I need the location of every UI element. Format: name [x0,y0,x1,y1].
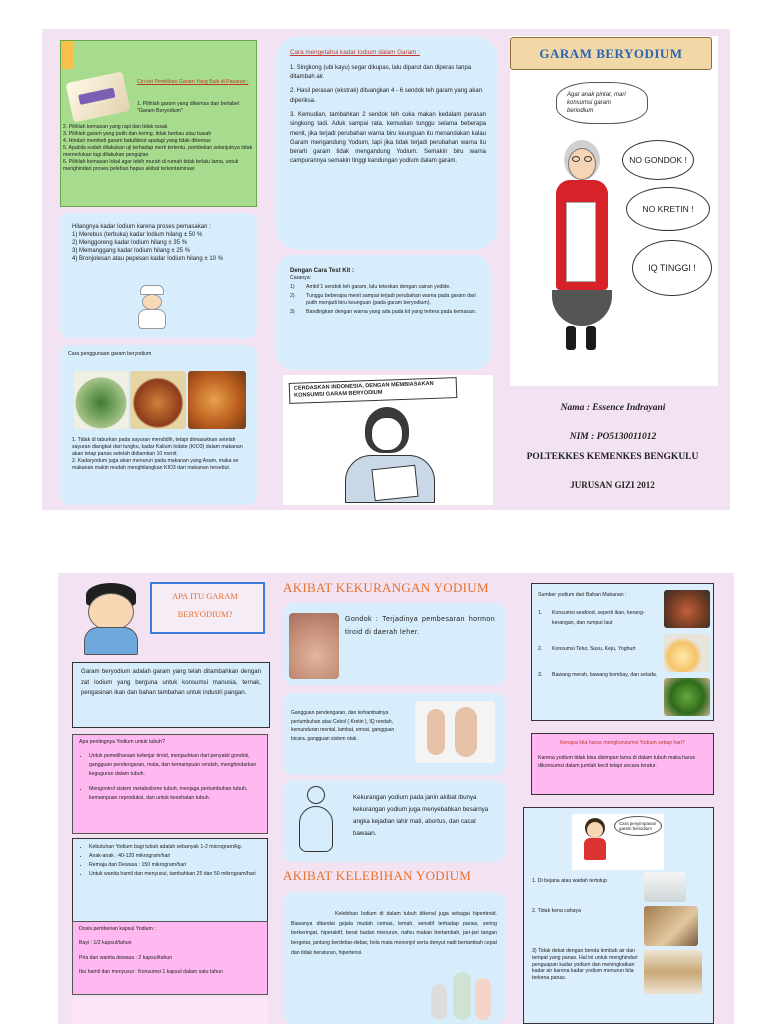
disorders-box [283,693,505,775]
test-step-3-text: Bandingkan dengan warna yang ada pada kit yang tertera pada kemasan. [306,309,477,316]
iodine-loss-item-4: 4) Bronjolesan atau pepesan kadar Iodium hilang ± 10 % [72,256,224,263]
iodine-loss-item-3: 3) Memanggang kadar Iodium hilang ± 25 % [72,248,191,255]
definition-box: Garam beryodium adalah garam yang telah ditambahkan dengan zat Iodium yang berguna untuk konsumsi manusia, ternak, pengasinan ikan dan bahan tambahan untuk industri pangan. [72,662,270,728]
detection-step-3: 3. Kemudian, tambahkan 2 sendok teh cuka makan kedalam perasan singkong tadi. Aduk sampai rata, kemudian tunggu selama beberapa menit, jika terjadi perubahan warna biru keunguan itu menandakan kalau Garam mengandung Yodium, tapi jika tidak terjadi perubahan warna itu berarti garam tidak mengandung Yodium. Semakin biru warna campurannya semakin tinggi kandungan yodium dalam garam. [290,111,486,165]
needs-item-4: • Untuk wanita hamil dan menyusui, tambahkan 25 dan 50 mikrogram/hari [89,870,261,878]
selection-tip-2: 2. Pilihlah kemasan yang rapi dan tidak rusak [63,124,168,130]
dose-item-2: Pria dan wanita dewasa : 2 kapsul/tahun [79,954,173,961]
importance-title: Apa pentingnya Yodium untuk tubuh? [79,739,165,745]
iodine-loss-item-1: 1) Merebus (terbuka) kadar Iodium hilang ± 50 % [72,232,203,239]
slogan-area [283,375,493,505]
dose-title: Dosis pemberian kapsul Yodium : [79,926,156,932]
selection-tip-5: 5. Apabila sudah dilakukan uji terhadap merk tertentu, pembelian selanjutnya tidak memerlukan lagi dilakukan pengujian [63,145,253,159]
excess-box [283,892,505,1024]
needs-item-1: • Kebutuhan Yodium bagi tubuh adalah sebanyak 1-2 microgram/kg. [89,843,261,851]
food-photo-fried [188,371,246,429]
salt-usage-item-1: 1. Tidak di taburkan pada sayuran mendidih, tetapi dimasukkan setelah sayuran diangkat dari tungku, kadar Kalium Iodate (KIO3) dalam makanan akan tetap panas setelah didiamkan 10 menit. [72,437,243,458]
onion-photo [664,678,710,716]
dose-box [72,921,268,995]
importance-item-1: • Untuk pemeliharaan kelenjar tiroid, menjauhkan dari penyakit gondok, gangguan pendengaran, mata, dan kemampuan rendah, menghindarkan keguguran dalam tubuh. [89,752,261,779]
food-photo-curry [130,371,186,429]
dose-item-1: Bayi : 1/2 kapsul/tahun [79,940,132,947]
title-banner [510,37,712,70]
author-nim: NIM : PO5130011012 [569,432,657,442]
no-kretin-bubble: NO KRETIN ! [626,187,710,231]
storage-photo-jar [644,872,686,902]
goiter-box [283,603,505,685]
test-step-2-number: 2) [290,293,295,300]
goiter-photo [289,613,339,679]
salt-usage-panel [60,345,257,505]
storage-box [523,807,714,1024]
test-step-3-number: 3) [290,309,295,316]
why-consume-title: Kenapa kita harus mengkonsumsi Yodium setiap hari? [560,740,685,746]
selection-tip-4: 4. Hindari membeli garam batu/bleot apalagi yang tidak dikemas [63,138,211,145]
egg-milk-photo [664,634,710,672]
food-photo-vegetable [74,371,128,429]
author-name: Nama : Essence Indrayani [560,403,666,413]
detection-method-panel [276,36,498,250]
test-step-1-number: 1) [290,284,295,291]
test-kit-caption: Caranya: [290,275,312,282]
institution-name: POLTEKKES KEMENKES BENGKULU [526,452,699,462]
no-gondok-bubble: NO GONDOK ! [622,140,694,180]
grandma-cartoon [540,140,620,355]
importance-box [72,734,268,834]
storage-item-2: 2. Tidak kena cahaya [532,908,582,914]
food-sources-title: Sumber yodium dari Bahan Makanan : [538,592,627,598]
banner-title: GARAM BERYODIUM [539,45,683,61]
teacher-cartoon [345,407,435,503]
chef-cartoon [132,285,172,331]
needs-box [72,838,268,922]
iodine-loss-title: Hilangnya kadar Iodium karena proses pemasakan : [72,224,211,230]
pregnancy-box [283,780,505,862]
detection-step-1: 1. Singkong (ubi kayu) segar dikupas, lalu diparut dan diperas tanpa ditambah air. [290,64,472,81]
test-step-1-text: Ambil 1 sendok teh garam, lalu teteskan dengan cairan yodide. [306,284,451,291]
deficiency-heading: AKIBAT KEKURANGAN YODIUM [283,580,489,595]
excess-text: Kelebihan Iodium di dalam tubuh dikenal juga sebagai hipertiroid. Biasanya ditandai gejala mudah cemas, lemah, sensitif terhadap panas, sering berkeringat, hiperaktif, berat badan menurun, nafsu makan bertambah, jari-jari tangan bergetar, jantung berdebar-debar, bola mata menonjol serta denyut nadi bertambah cepat dan tidak beraturan, hipertensi. [291,911,497,956]
source-1-text: Konsumsi seafood, seperti ikan, kerang-kerangan, dan rumput laut [552,610,645,626]
why-consume-box [531,733,714,795]
salt-usage-item-2: 2. Kadaryodum juga akan menurun pada makanan yang Asam, maka se makanan makin mudah menghilangkan KIO3 dari makanan tersebut. [72,458,239,472]
what-is-title: APA ITU GARAM BERYODIUM? [172,591,238,619]
salt-usage-title: Cara penggunaan garam beryodium [68,351,152,357]
test-step-2-text: Tunggu beberapa menit sampai terjadi perubahan warna pada garam dari putih menjadi biru keunguan (pada garam beryodium). [306,293,476,307]
iodine-loss-item-2: 2) Menggoreng kadar Iodium hilang ± 35 % [72,240,188,247]
detection-method-title: Cara mengetahui kadar Iodium dalam Garam : [290,49,420,56]
thinking-boy-cartoon [76,583,146,657]
department-year: JURUSAN GIZI 2012 [570,480,655,490]
iq-tinggi-bubble: IQ TINGGI ! [632,240,712,296]
iodine-loss-panel [60,213,257,338]
test-kit-title: Dengan Cara Test Kit : [290,268,354,274]
source-1-number: 1. [538,610,543,617]
storage-girl-cartoon [582,818,608,868]
importance-item-2: • Mengontrol sistem metabolisme tubuh, menjaga pertumbuhan tubuh, kemampuan reproduksi, dan untuk kesehatan tubuh. [89,785,261,803]
seafood-photo [664,590,710,628]
detection-step-2: 2. Hasil perasan (ekstrak) dituangkan 4 - 6 sendok teh garam yang akan diperiksa. [290,88,483,104]
goiter-text: Gondok : Terjadinya pembesaran hormon tiroid di daerah leher. [345,616,495,637]
selection-tips-panel [60,40,257,207]
selection-tips-title: Ciri-ciri Pemilihan Garam Yang Baik di Pasaran : [137,79,249,85]
why-consume-text: Karena yodium tidak bisa disimpan lama di dalam tubuh maka harus dikonsumsi dalam jumlah kecil tetapi secara teratur. [538,755,696,769]
food-sources-box [531,583,714,721]
pregnant-woman-sketch [293,786,341,858]
test-kit-panel [276,255,491,370]
storage-item-3: 3) Tidak dekat dengan benda lembab air dan tempat yang panas. Hal ini untuk menghindari penguapan kadar yodium dan meningkatkan kadar air karena kadar yodium menurun bila terkena panas. [532,948,638,981]
children-photo [415,701,495,763]
source-2-number: 2. [538,645,543,652]
bottom-cartoon-strip [72,998,268,1024]
storage-photo-room [644,906,698,946]
storage-item-1: 1. Di bejana atau wadah tertutup [532,878,607,884]
source-3-text: Bawang merah, bawang bombay, dan selada. [552,671,658,678]
source-2-text: Konsumsi Telur, Susu, Keju, Yoghurt [552,645,636,652]
disorders-text: Gangguan pendengaran, dan terhambatnya pertumbuhan atau Cebol ( Kretin ), IQ rendah, kemunduran mental, lambat, emosi, gangguan bicara, gangguan sistem otak. [291,710,395,742]
needs-item-2: • Anak-anak : 40-120 mikrogram/hari [89,852,261,860]
slogan-sign: CERDASKAN INDONESIA, DENGAN MEMBIASAKAN KONSUMSI GARAM BERYODIUM [289,377,458,403]
needs-item-3: • Remaja dan Dewasa : 150 mikrogram/hari [89,861,261,869]
source-3-number: 3. [538,671,543,678]
storage-photo-shelf [644,950,702,994]
dose-item-3: Ibu hamil dan menyusui : Konsumsi 1 kapsul dalam satu tahun [79,968,223,975]
storage-speech: Cara penyimpanan garam beriodium [614,816,662,836]
people-cartoon [427,964,495,1022]
pregnancy-text: Kekurangan yodium pada janin akibat ibunya kekurangan yodium juga menyebabkan besarnya angka kejadian lahir mati, abortus, dan cacat bawaan. [353,794,489,838]
grandma-speech: Agar anak pintar, mari konsumsi garam beriodium [556,82,648,124]
selection-tip-3: 3. Pilihlah garam yang putih dan kering, tidak berbau atau basah [63,131,212,138]
excess-heading: AKIBAT KELEBIHAN YODIUM [283,868,472,883]
selection-tip-1: 1. Pilihlah garam yang dikemas dan berlabel "Garam Beryodium" [137,101,240,115]
selection-tip-6: 6. Pilihlah kemasan lokal agar lebih murah di rumah tidak terlalu lama, untuk menghindari proses peleban hapus akibat terkontaminasi [63,159,239,173]
salt-packet-image [65,71,130,122]
